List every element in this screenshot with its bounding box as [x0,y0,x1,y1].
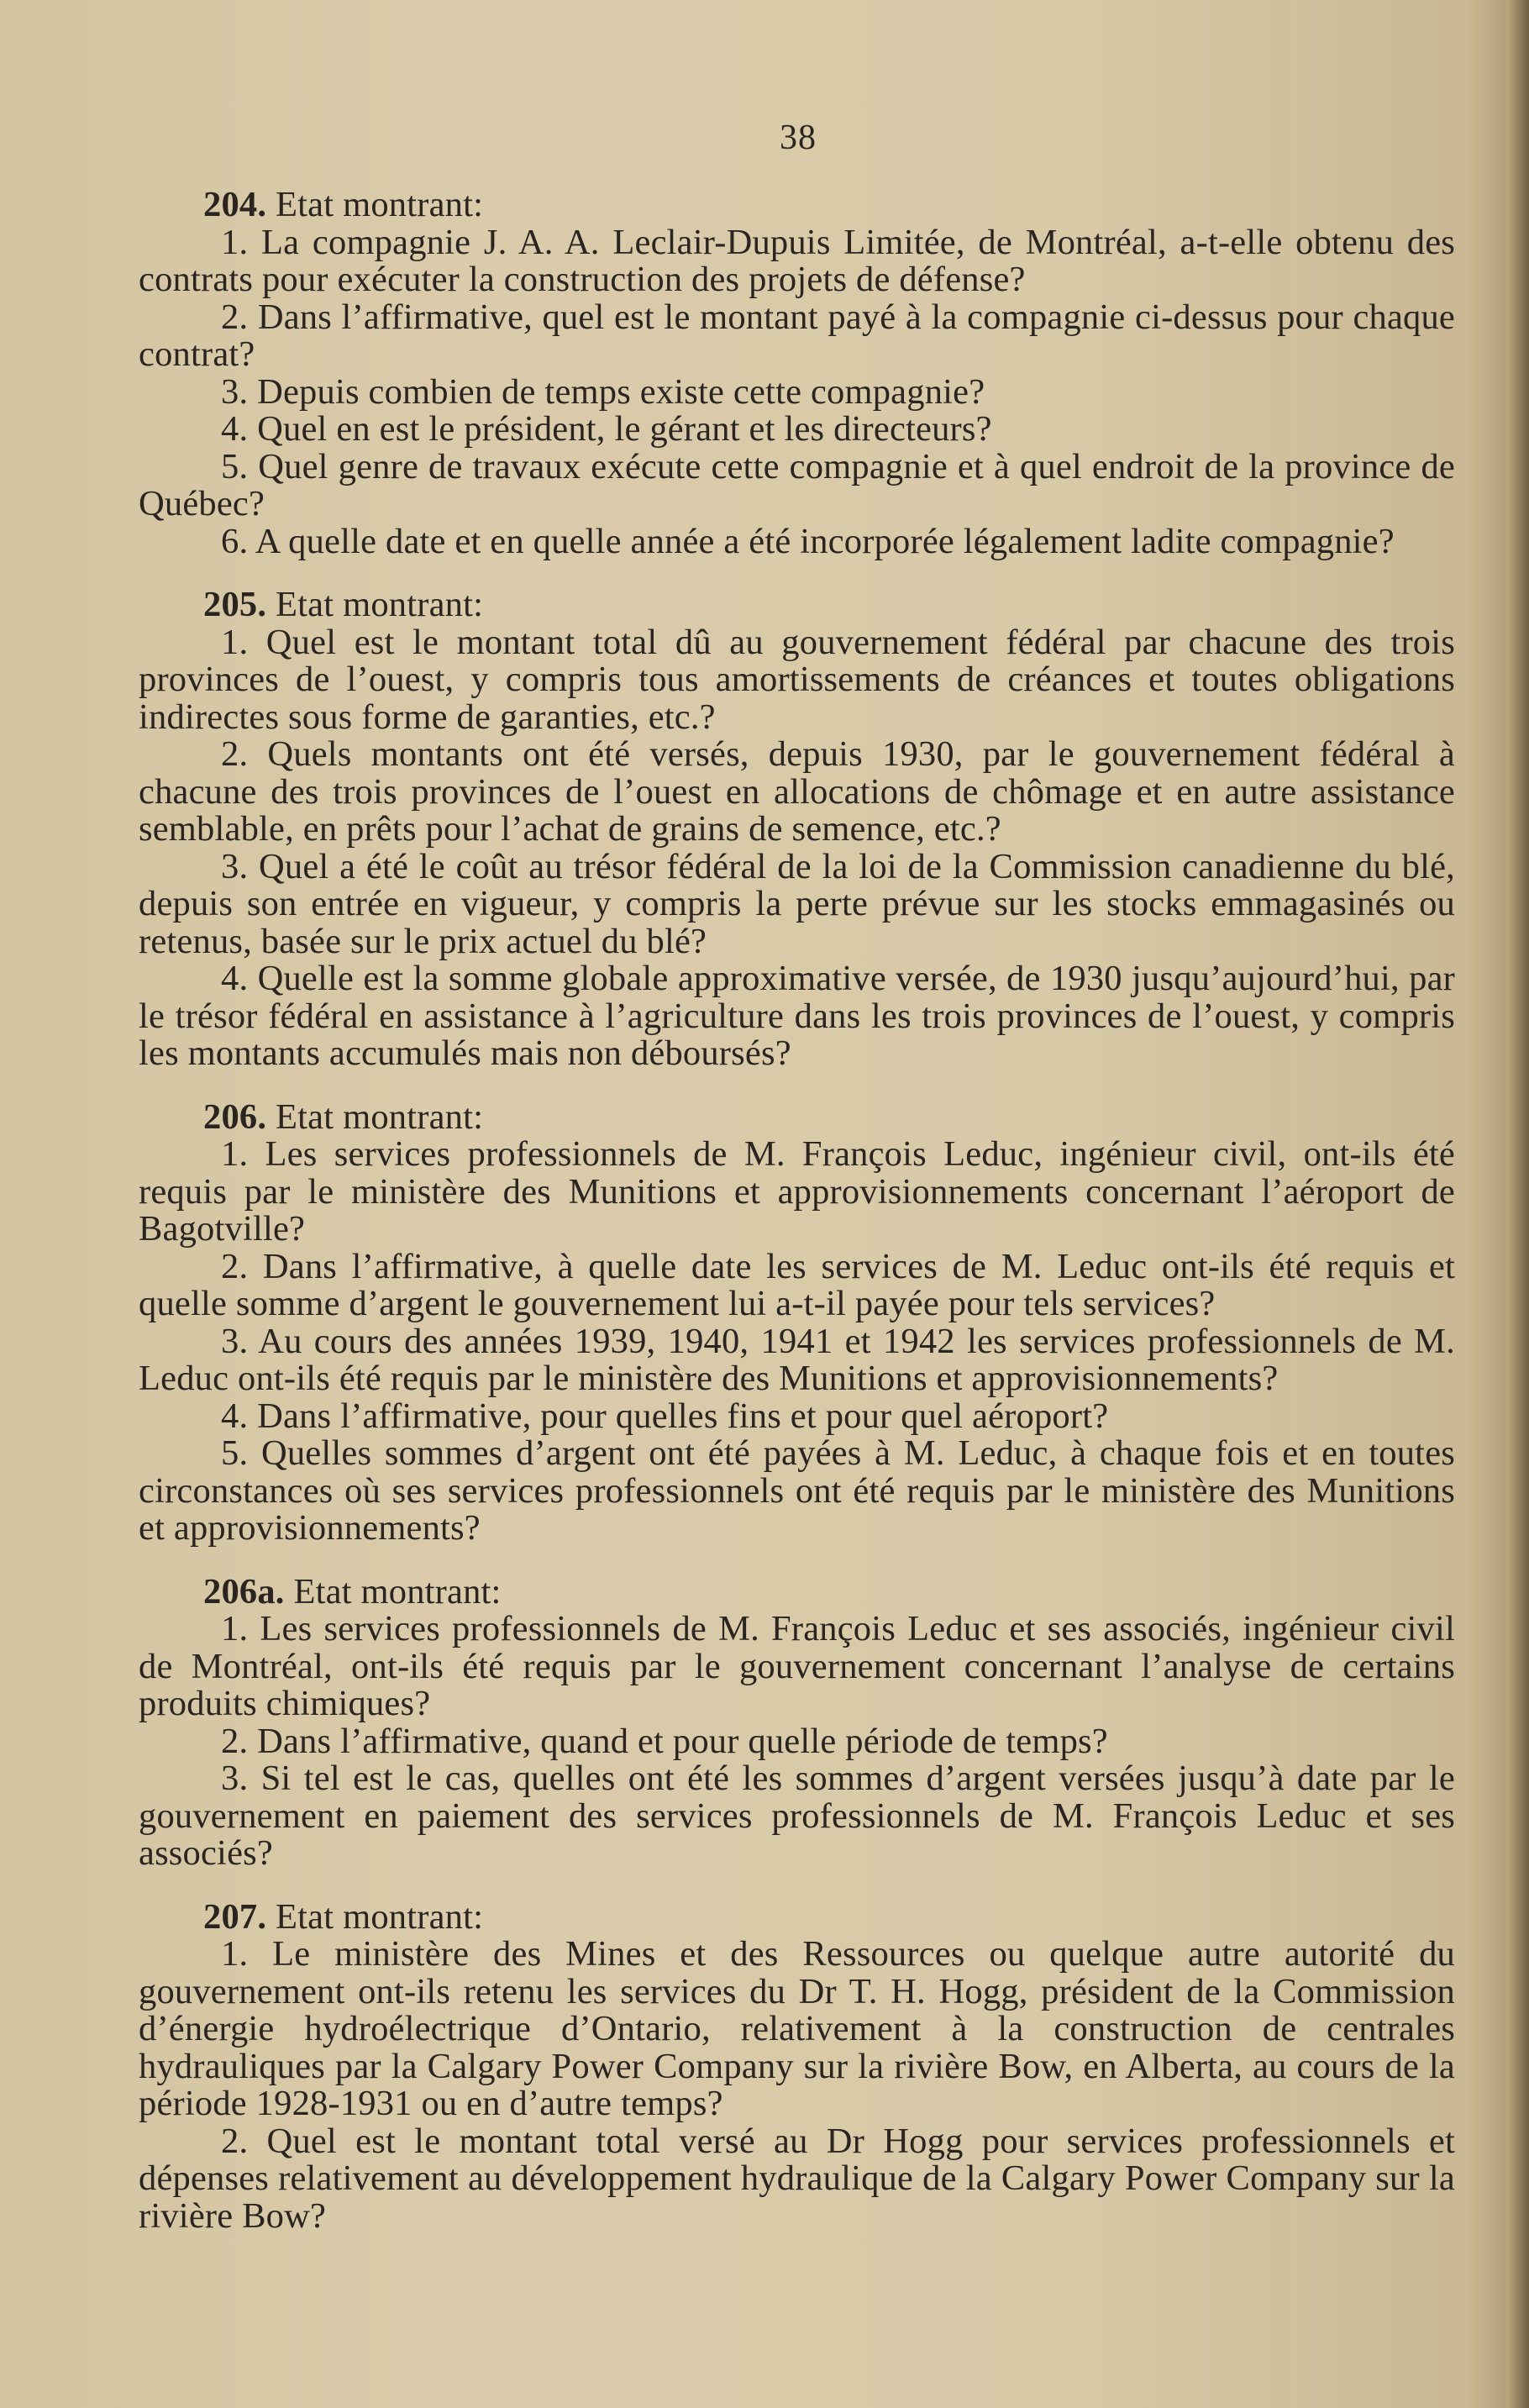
section-heading [139,1896,1455,1937]
section-items [139,1611,1455,1873]
section-title: Etat montrant: [266,1096,484,1137]
question-item: 2. Quel est le montant total versé au Dr Hogg pour services professionnels et dépenses relativement au développement hydraulique de la Calgary Power Company sur la rivière Bow? [139,2121,1455,2236]
question-item: 3. Si tel est le cas, quelles ont été les sommes d’argent versées jusqu’à date par le gouvernement en paiement des services professionnels de M. François Leduc et ses associés? [139,1759,1455,1873]
question-section [139,586,1455,1073]
question-item: 1. Le ministère des Mines et des Ressources ou quelque autre autorité du gouvernement ont-ils retenu les services du Dr T. H. Hogg, président de la Commission d’énergie hydroélectrique d’Ontario, relativement à la construction de centrales hydrauliques par la Calgary Power Company sur la rivière Bow, en Alberta, au cours de la période 1928-1931 ou en d’autre temps? [139,1934,1455,2123]
section-number: 206. [203,1096,267,1137]
question-section [139,1096,1455,1548]
section-title: Etat montrant: [266,585,484,624]
question-item: 3. Au cours des années 1939, 1940, 1941 et 1942 les services professionnels de M. Leduc ont-ils été requis par le ministère des Munitions et approvisionnements? [139,1321,1455,1398]
section-heading [139,187,1455,224]
question-item: 3. Quel a été le coût au trésor fédéral de la loi de la Commission canadienne du blé, depuis son entrée en vigueur, y compris la perte prévue sur les stocks emmagasinés ou retenus, basée sur le prix actuel du blé? [139,846,1455,961]
question-item: 4. Quelle est la somme globale approximative versée, de 1930 jusqu’aujourd’hui, par le trésor fédéral en assistance à l’agriculture dans les trois provinces de l’ouest, y compris les montants accumulés mais non déboursés? [139,959,1455,1073]
section-items [139,1936,1455,2235]
question-item: 6. A quelle date et en quelle année a été incorporée légalement ladite compagnie? [221,521,1395,561]
section-heading [139,1571,1455,1611]
page-number: 38 [780,118,817,157]
question-item: 3. Depuis combien de temps existe cette compagnie? [221,371,985,412]
section-items [139,624,1455,1073]
question-item: 4. Dans l’affirmative, pour quelles fins et pour quel aéroport? [221,1396,1109,1436]
question-item: 4. Quel en est le président, le gérant et les directeurs? [221,409,992,449]
question-section [139,187,1455,560]
section-number: 207. [203,1896,267,1937]
question-item: 2. Dans l’affirmative, à quelle date les services de M. Leduc ont-ils été requis et quelle somme d’argent le gouvernement lui a-t-il payée pour tels services? [139,1246,1455,1323]
page-edge-shadow [1507,0,1529,2408]
section-number: 205. [203,585,267,624]
section-title: Etat montrant: [284,1571,502,1611]
section-items [139,224,1455,561]
question-item: 1. Les services professionnels de M. François Leduc et ses associés, ingénieur civil de Montréal, ont-ils été requis par le gouvernement concernant l’analyse de certains produits chimiques? [139,1609,1455,1723]
section-title: Etat montrant: [266,185,484,224]
question-item: 5. Quelles sommes d’argent ont été payées à M. Leduc, à chaque fois et en toutes circonstances où ses services professionnels ont été requis par le ministère des Munitions et approvisionnements? [139,1433,1455,1548]
question-section [139,1896,1455,2236]
question-item: 2. Dans l’affirmative, quel est le montant payé à la compagnie ci-dessus pour chaque contrat? [139,297,1455,374]
question-item: 2. Dans l’affirmative, quand et pour quelle période de temps? [221,1721,1108,1761]
section-heading [139,586,1455,624]
section-heading [139,1096,1455,1137]
question-section [139,1571,1455,1873]
section-number: 206a. [203,1571,285,1611]
question-item: 1. La compagnie J. A. A. Leclair-Dupuis Limitée, de Montréal, a-t-elle obtenu des contrats pour exécuter la construction des projets de défense? [139,222,1455,299]
question-item: 1. Quel est le montant total dû au gouvernement fédéral par chacune des trois provinces de l’ouest, y compris tous amortissements de créances et toutes obligations indirectes sous forme de garanties, etc.? [139,622,1455,737]
section-title: Etat montrant: [266,1896,484,1937]
question-item: 2. Quels montants ont été versés, depuis 1930, par le gouvernement fédéral à chacune des trois provinces de l’ouest en allocations de chômage et en autre assistance semblable, en prêts pour l’achat de grains de semence, etc.? [139,734,1455,849]
section-items [139,1136,1455,1548]
question-item: 5. Quel genre de travaux exécute cette compagnie et à quel endroit de la province de Québec? [139,446,1455,523]
page-content [139,187,1455,2261]
section-number: 204. [203,185,267,224]
question-item: 1. Les services professionnels de M. François Leduc, ingénieur civil, ont-ils été requis par le ministère des Munitions et approvisionnements concernant l’aéroport de Bagotville? [139,1134,1455,1249]
